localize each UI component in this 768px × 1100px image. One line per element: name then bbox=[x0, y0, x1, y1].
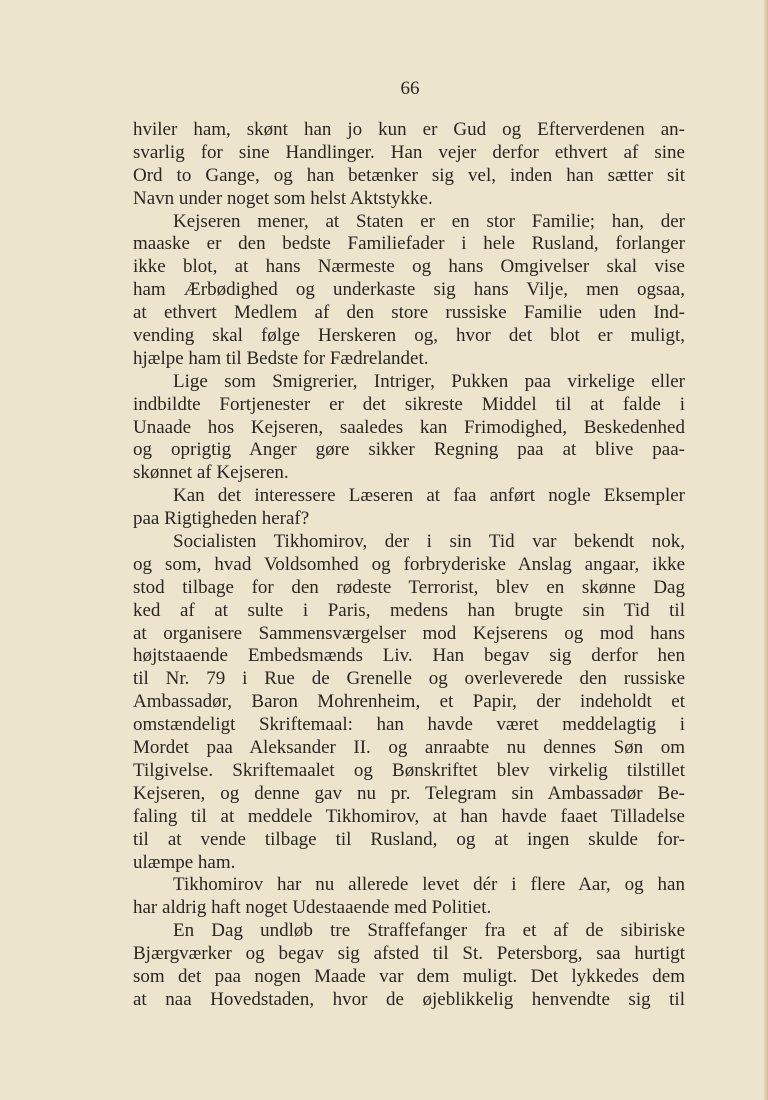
text-line: at naa Hovedstaden, hvor de øjeblikkelig henvendte sig til bbox=[133, 988, 685, 1010]
text-line: ked af at sulte i Paris, medens han brugte sin Tid til bbox=[133, 599, 685, 621]
text-line: Navn under noget som helst Aktstykke. bbox=[133, 187, 433, 209]
text-line: og som, hvad Voldsomhed og forbryderiske Anslag angaar, ikke bbox=[133, 553, 685, 575]
text-line: svarlig for sine Handlinger. Han vejer derfor ethvert af sine bbox=[133, 141, 685, 163]
text-line: maaske er den bedste Familiefader i hele Rusland, forlanger bbox=[133, 233, 685, 255]
text-line: ulæmpe ham. bbox=[133, 851, 236, 873]
text-line: hjælpe ham til Bedste for Fædrelandet. bbox=[133, 347, 429, 369]
text-line: Kejseren mener, at Staten er en stor Familie; han, der bbox=[173, 210, 685, 232]
text-line: til Nr. 79 i Rue de Grenelle og overleverede den russiske bbox=[133, 668, 685, 690]
text-line: har aldrig haft noget Udestaaende med Politiet. bbox=[133, 897, 492, 919]
text-line: Kejseren, og denne gav nu pr. Telegram sin Ambassadør Be- bbox=[133, 782, 685, 804]
text-line: højtstaaende Embedsmænds Liv. Han begav sig derfor hen bbox=[133, 645, 685, 667]
text-line: stod tilbage for den rødeste Terrorist, blev en skønne Dag bbox=[133, 576, 685, 598]
text-line: ham Ærbødighed og underkaste sig hans Vilje, men ogsaa, bbox=[133, 279, 685, 301]
text-line: Socialisten Tikhomirov, der i sin Tid var bekendt nok, bbox=[173, 531, 685, 553]
text-line: paa Rigtigheden heraf? bbox=[133, 508, 310, 530]
text-line: omstændeligt Skriftemaal: han havde været meddelagtig i bbox=[133, 714, 685, 736]
text-line: Tilgivelse. Skriftemaalet og Bønskriftet blev virkelig tilstillet bbox=[133, 759, 685, 781]
text-line: ikke blot, at hans Nærmeste og hans Omgivelser skal vise bbox=[133, 256, 685, 278]
text-line: Kan det interessere Læseren at faa anført nogle Eksempler bbox=[173, 485, 685, 507]
text-line: hviler ham, skønt han jo kun er Gud og Efterverdenen an- bbox=[133, 119, 685, 140]
text-line: vending skal følge Herskeren og, hvor det blot er muligt, bbox=[133, 325, 685, 347]
text-line: faling til at meddele Tikhomirov, at han havde faaet Tilladelse bbox=[133, 805, 685, 827]
text-line: til at vende tilbage til Rusland, og at ingen skulde for- bbox=[133, 828, 685, 850]
text-line: som det paa nogen Maade var dem muligt. Det lykkedes dem bbox=[133, 965, 685, 987]
text-line: Unaade hos Kejseren, saaledes kan Frimodighed, Beskedenhed bbox=[133, 416, 685, 438]
text-line: Lige som Smigrerier, Intriger, Pukken paa virkelige eller bbox=[173, 370, 685, 392]
text-line: Ord to Gange, og han betænker sig vel, inden han sætter sit bbox=[133, 164, 685, 186]
text-line: Bjærgværker og begav sig afsted til St. Petersborg, saa hurtigt bbox=[133, 943, 685, 965]
page-edge bbox=[764, 0, 768, 1100]
text-line: En Dag undløb tre Straffefanger fra et af de sibiriske bbox=[173, 920, 685, 942]
text-line: Ambassadør, Baron Mohrenheim, et Papir, der indeholdt et bbox=[133, 691, 685, 713]
text-line: og oprigtig Anger gøre sikker Regning paa at blive paa- bbox=[133, 439, 685, 461]
page-number: 66 bbox=[400, 78, 420, 99]
text-line: at organisere Sammensværgelser mod Kejserens og mod hans bbox=[133, 622, 685, 644]
text-line: at ethvert Medlem af den store russiske Familie uden Ind- bbox=[133, 302, 685, 324]
text-line: skønnet af Kejseren. bbox=[133, 462, 289, 484]
text-line: Mordet paa Aleksander II. og anraabte nu dennes Søn om bbox=[133, 737, 685, 759]
body-text bbox=[133, 119, 685, 1012]
text-line: Tikhomirov har nu allerede levet dér i flere Aar, og han bbox=[173, 874, 685, 896]
text-line: indbildte Fortjenester er det sikreste Middel til at falde i bbox=[133, 393, 685, 415]
